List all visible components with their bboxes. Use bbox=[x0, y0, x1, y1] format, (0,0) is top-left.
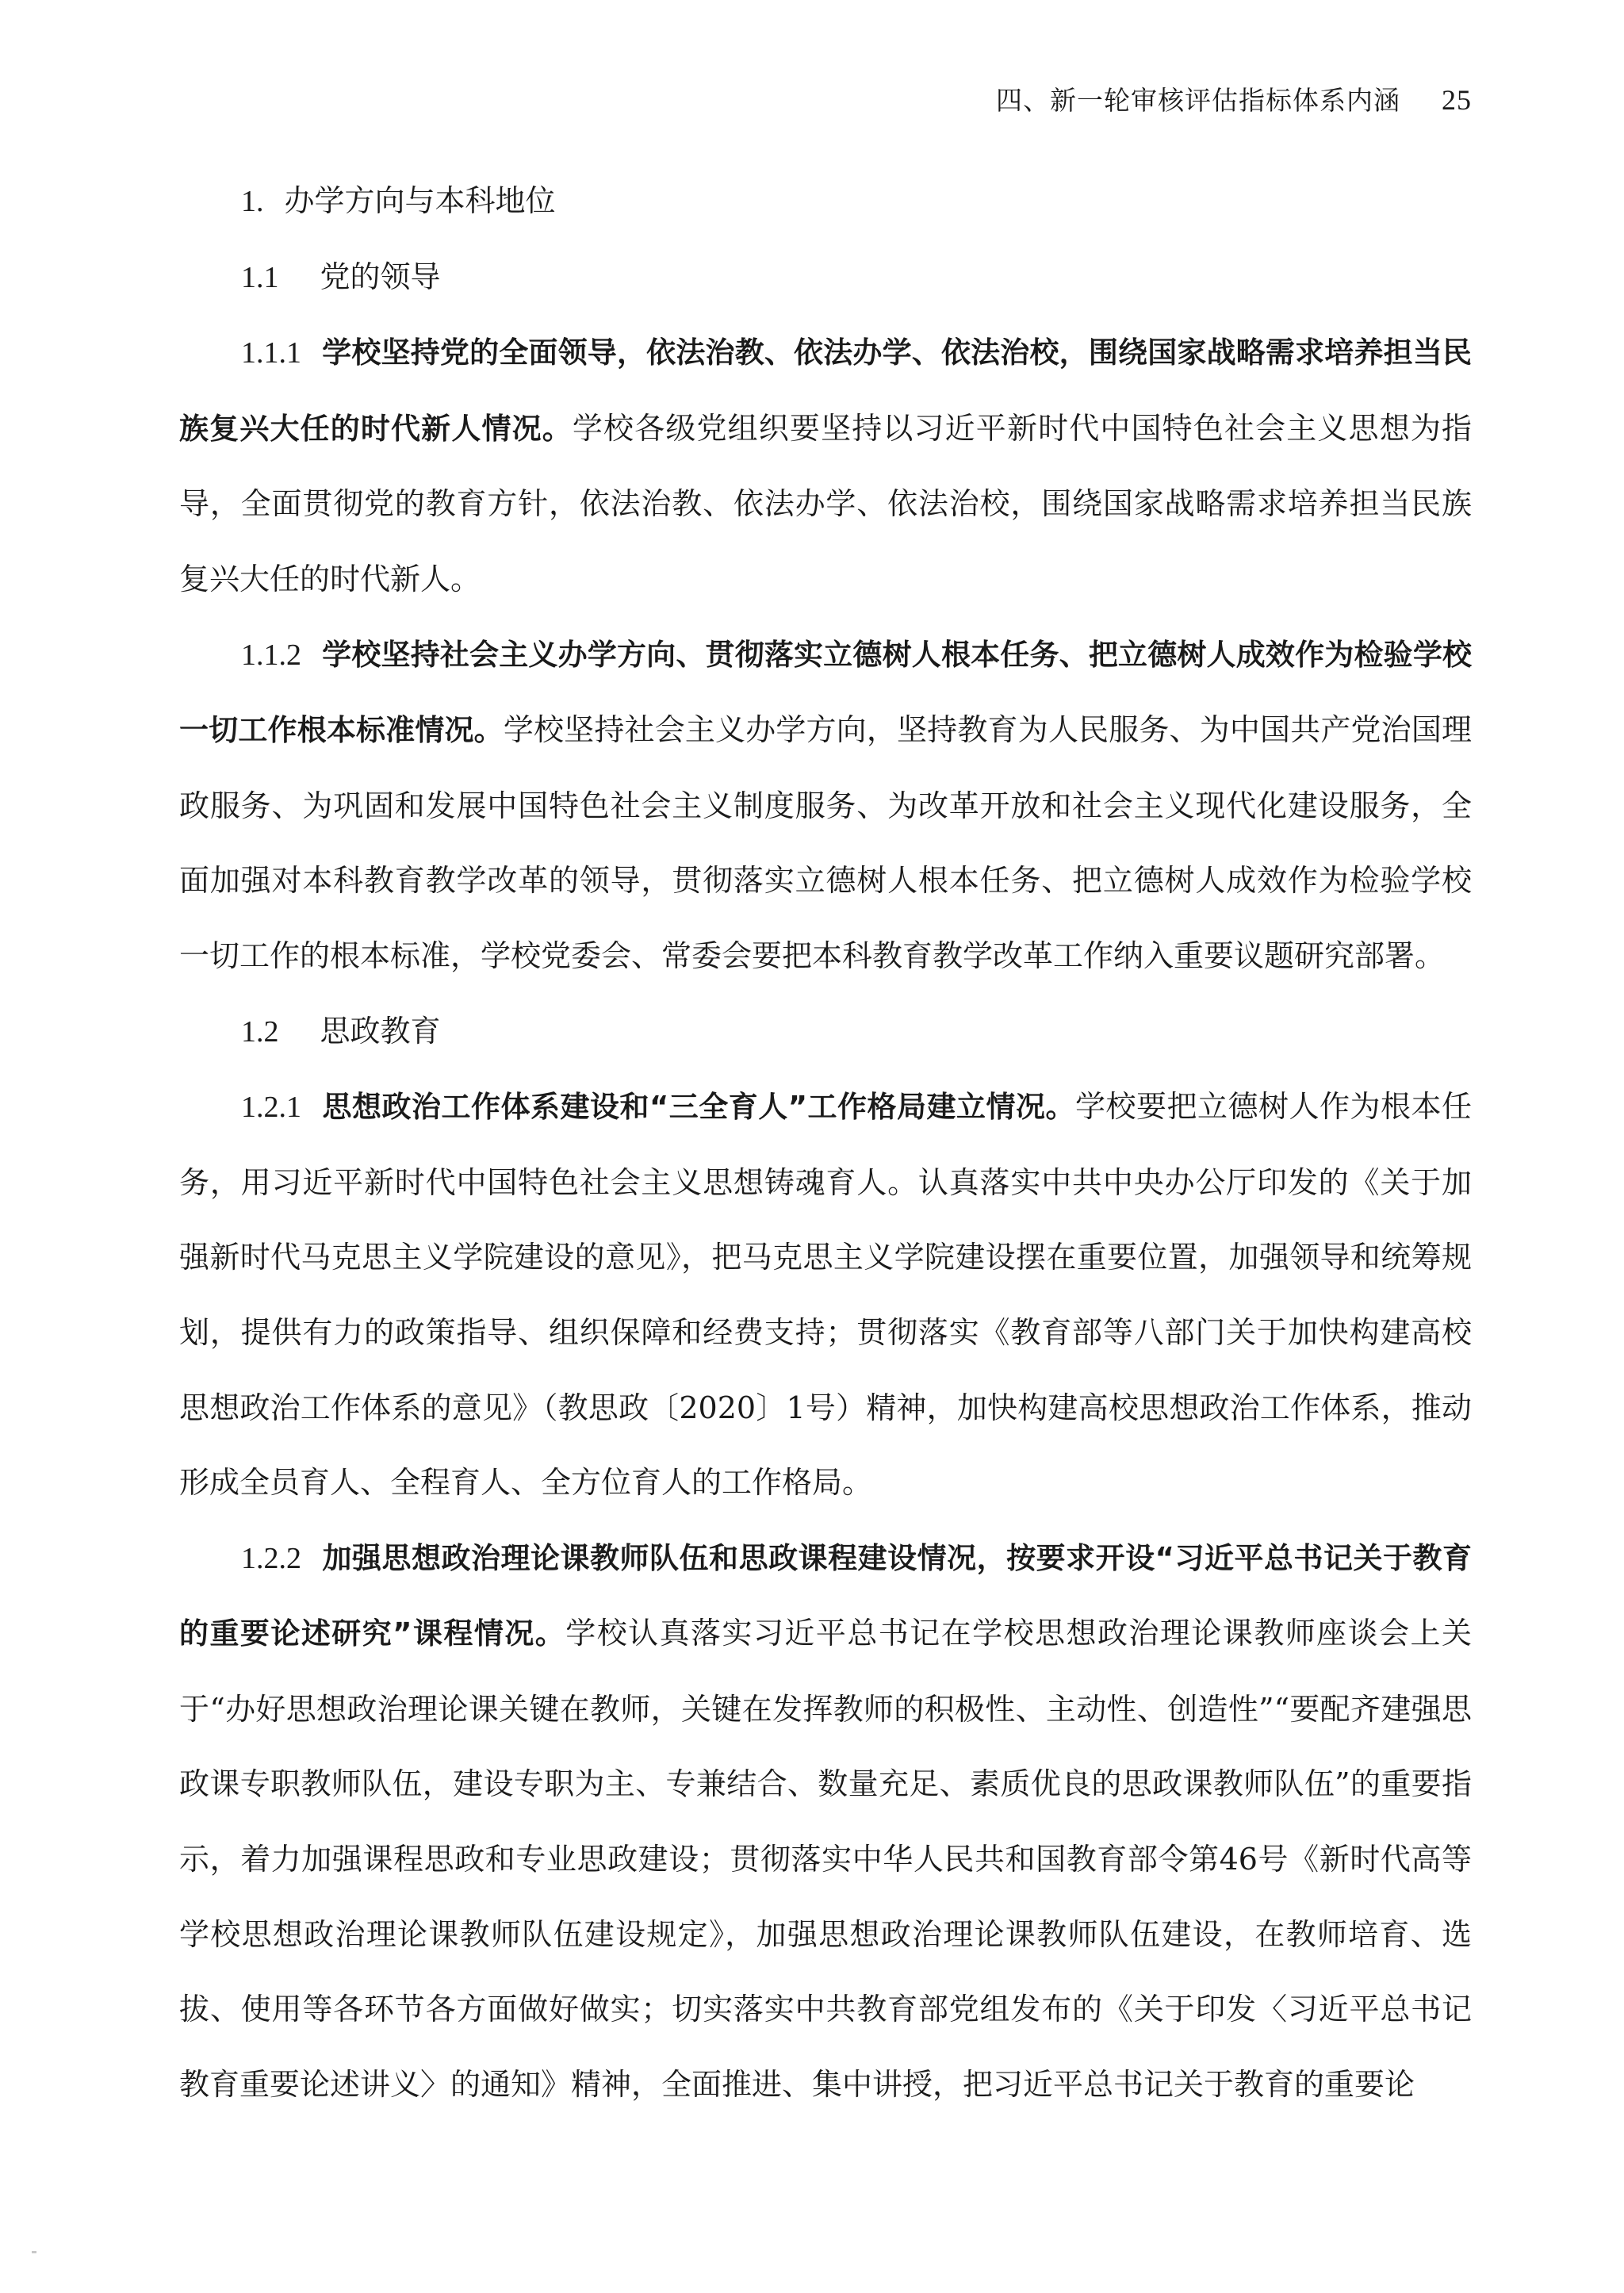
item-number: 1.1.2 bbox=[241, 638, 301, 672]
section-title: 党的领导 bbox=[320, 259, 441, 294]
paragraph-1-2-1 bbox=[179, 1069, 1472, 1520]
section-number: 1. bbox=[241, 185, 264, 218]
section-heading-1 bbox=[179, 163, 1472, 240]
item-lead: 思想政治工作体系建设和“三全育人”工作格局建立情况。 bbox=[322, 1090, 1076, 1125]
scan-speck bbox=[32, 2251, 36, 2253]
section-heading-1-2 bbox=[179, 994, 1472, 1070]
item-body: 学校要把立德树人作为根本任务，用习近平新时代中国特色社会主义思想铸魂育人。认真落实中共中央办公厅印发的《关于加强新时代马克思主义学院建设的意见》，把马克思主义学院建设摆在重要位置，加强领导和统筹规划，提供有力的政策指导、组织保障和经费支持；贯彻落实《教育部等八部门关于加快构建高校思想政治工作体系的意见》（教思政〔2020〕1号）精神，加快构建高校思想政治工作体系，推动形成全员育人、全程育人、全方位育人的工作格局。 bbox=[179, 1089, 1472, 1501]
paragraph-1-2-2 bbox=[179, 1520, 1472, 2122]
item-number: 1.2.1 bbox=[241, 1091, 301, 1125]
item-body: 学校各级党组织要坚持以习近平新时代中国特色社会主义思想为指导，全面贯彻党的教育方针，依法治教、依法办学、依法治校，围绕国家战略需求培养担当民族复兴大任的时代新人。 bbox=[179, 410, 1472, 596]
item-lead: 加强思想政治理论课教师队伍和思政课程建设情况，按要求开设“习近平总书记关于教育的重要论述研究”课程情况。 bbox=[179, 1540, 1472, 1651]
section-number: 1.1 bbox=[241, 260, 279, 294]
running-header bbox=[996, 81, 1472, 120]
section-title: 思政教育 bbox=[320, 1013, 441, 1049]
section-number: 1.2 bbox=[241, 1014, 279, 1049]
paragraph-1-1-2 bbox=[179, 617, 1472, 994]
section-heading-1-1 bbox=[179, 240, 1472, 316]
item-number: 1.1.1 bbox=[241, 336, 301, 370]
item-lead: 学校坚持党的全面领导，依法治教、依法办学、依法治校，围绕国家战略需求培养担当民族复兴大任的时代新人情况。 bbox=[179, 336, 1472, 446]
item-number: 1.2.2 bbox=[241, 1541, 301, 1575]
page-number: 25 bbox=[1442, 84, 1472, 116]
chapter-title: 四、新一轮审核评估指标体系内涵 bbox=[996, 85, 1400, 116]
paragraph-1-1-1 bbox=[179, 315, 1472, 616]
section-title: 办学方向与本科地位 bbox=[284, 183, 556, 218]
document-body bbox=[179, 163, 1472, 2122]
item-body: 学校认真落实习近平总书记在学校思想政治理论课教师座谈会上关于“办好思想政治理论课关键在教师，关键在发挥教师的积极性、主动性、创造性”“要配齐建强思政课专职教师队伍，建设专职为主、专兼结合、数量充足、素质优良的思政课教师队伍”的重要指示，着力加强课程思政和专业思政建设；贯彻落实中华人民共和国教育部令第46号《新时代高等学校思想政治理论课教师队伍建设规定》，加强思想政治理论课教师队伍建设，在教师培育、选拔、使用等各环节各方面做好做实；切实落实中共教育部党组发布的《关于印发〈习近平总书记教育重要论述讲义〉的通知》精神，全面推进、集中讲授，把习近平总书记关于教育的重要论 bbox=[179, 1616, 1472, 2102]
item-body: 学校坚持社会主义办学方向，坚持教育为人民服务、为中国共产党治国理政服务、为巩固和发展中国特色社会主义制度服务、为改革开放和社会主义现代化建设服务，全面加强对本科教育教学改革的领导，贯彻落实立德树人根本任务、把立德树人成效作为检验学校一切工作的根本标准，学校党委会、常委会要把本科教育教学改革工作纳入重要议题研究部署。 bbox=[179, 712, 1473, 973]
item-lead: 学校坚持社会主义办学方向、贯彻落实立德树人根本任务、把立德树人成效作为检验学校一切工作根本标准情况。 bbox=[179, 637, 1472, 748]
